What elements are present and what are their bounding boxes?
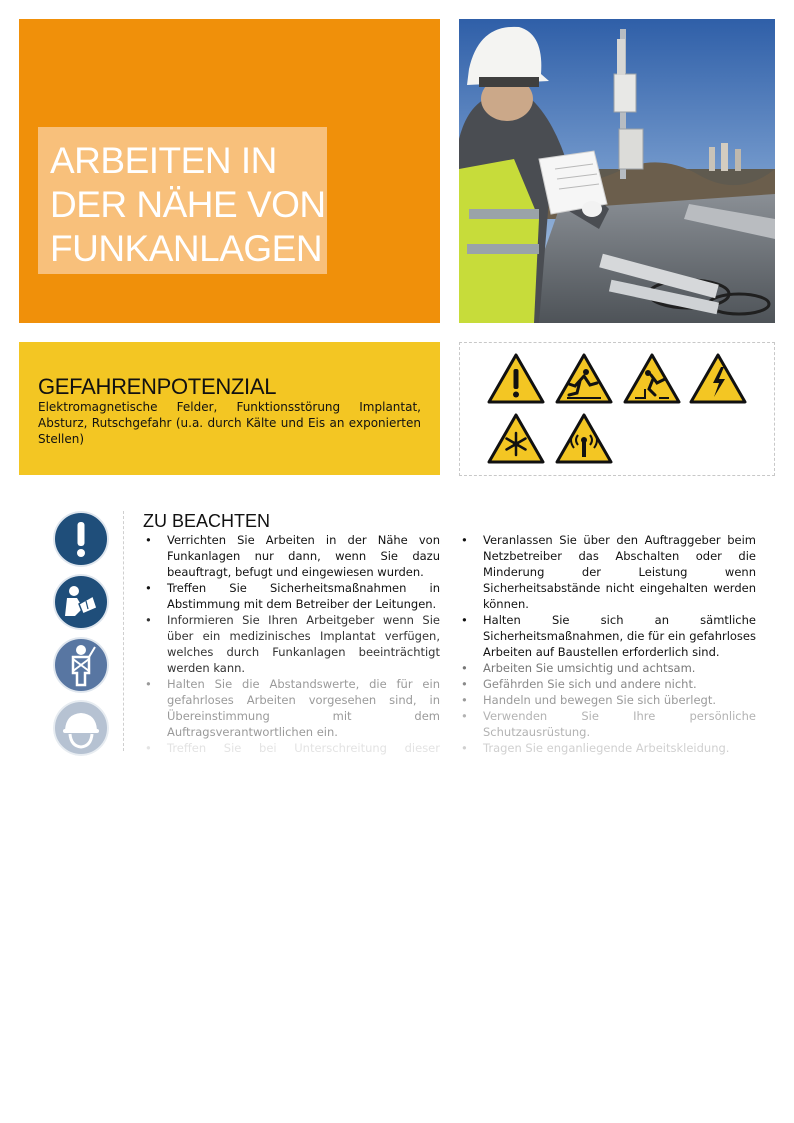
list-item: • Gefährden Sie sich und andere nicht.	[459, 676, 756, 692]
hazard-title: GEFAHRENPOTENZIAL	[38, 374, 277, 399]
notes-list-right	[459, 532, 756, 756]
title-line-1: ARBEITEN IN	[50, 140, 277, 181]
hard-hat-icon	[53, 700, 109, 756]
list-item: • Halten Sie die Abstandswerte, die für ein gefahrloses Arbeiten vorgesehen sind, in Übereinstimmung mit dem Auftragsverantwortlichen ein.	[143, 676, 440, 740]
rooftop-technician-photo	[459, 19, 775, 323]
title-label-box	[38, 127, 327, 274]
hazard-description: Elektromagnetische Felder, Funktionsstörung Implantat, Absturz, Rutschgefahr (u.a. durch Kälte und Eis an exponierten Stellen)	[38, 400, 421, 446]
notes-title: ZU BEACHTEN	[143, 511, 271, 531]
list-item: • Handeln und bewegen Sie sich überlegt.	[459, 692, 756, 708]
warning-signs-panel	[459, 342, 775, 476]
notes-list-left	[143, 532, 440, 756]
list-item: • Treffen Sie Sicherheitsmaßnahmen in Abstimmung mit dem Betreiber der Leitungen.	[143, 580, 440, 612]
radiation-warning-icon	[555, 413, 613, 465]
list-item: • Treffen Sie bei Unterschreitung dieser	[143, 740, 440, 756]
slip-hazard-icon	[555, 353, 613, 405]
header-photo	[459, 19, 775, 323]
fall-hazard-icon	[623, 353, 681, 405]
list-item: • Informieren Sie Ihren Arbeitgeber wenn Sie über ein medizinisches Implantat verfügen, welches durch Funkanlagen beeinträchtigt werden kann.	[143, 612, 440, 676]
general-warning-icon	[487, 353, 545, 405]
list-item: • Verwenden Sie Ihre persönliche Schutzausrüstung.	[459, 708, 756, 740]
list-item: • Veranlassen Sie über den Auftraggeber beim Netzbetreiber das Abschalten oder die Minderung der Leistung wenn Sicherheitsabstände nicht eingehalten werden können.	[459, 532, 756, 612]
title-line-2: DER NÄHE VON	[50, 184, 326, 225]
list-item: • Verrichten Sie Arbeiten in der Nähe von Funkanlagen nur dann, wenn Sie dazu beauftragt, befugt und eingewiesen wurden.	[143, 532, 440, 580]
hazard-panel	[19, 342, 440, 475]
safety-harness-icon	[53, 637, 109, 693]
page-title	[50, 139, 326, 271]
title-panel	[19, 19, 440, 323]
column-divider	[123, 511, 124, 751]
list-item: • Halten Sie sich an sämtliche Sicherheitsmaßnahmen, die für ein gefahrloses Arbeiten auf Baustellen erforderlich sind.	[459, 612, 756, 660]
general-mandatory-icon	[53, 511, 109, 567]
list-item: • Arbeiten Sie umsichtig und achtsam.	[459, 660, 756, 676]
title-line-3: FUNKANLAGEN	[50, 228, 323, 269]
electricity-warning-icon	[689, 353, 747, 405]
list-item: • Tragen Sie enganliegende Arbeitskleidung.	[459, 740, 756, 756]
cold-warning-icon	[487, 413, 545, 465]
read-manual-icon	[53, 574, 109, 630]
